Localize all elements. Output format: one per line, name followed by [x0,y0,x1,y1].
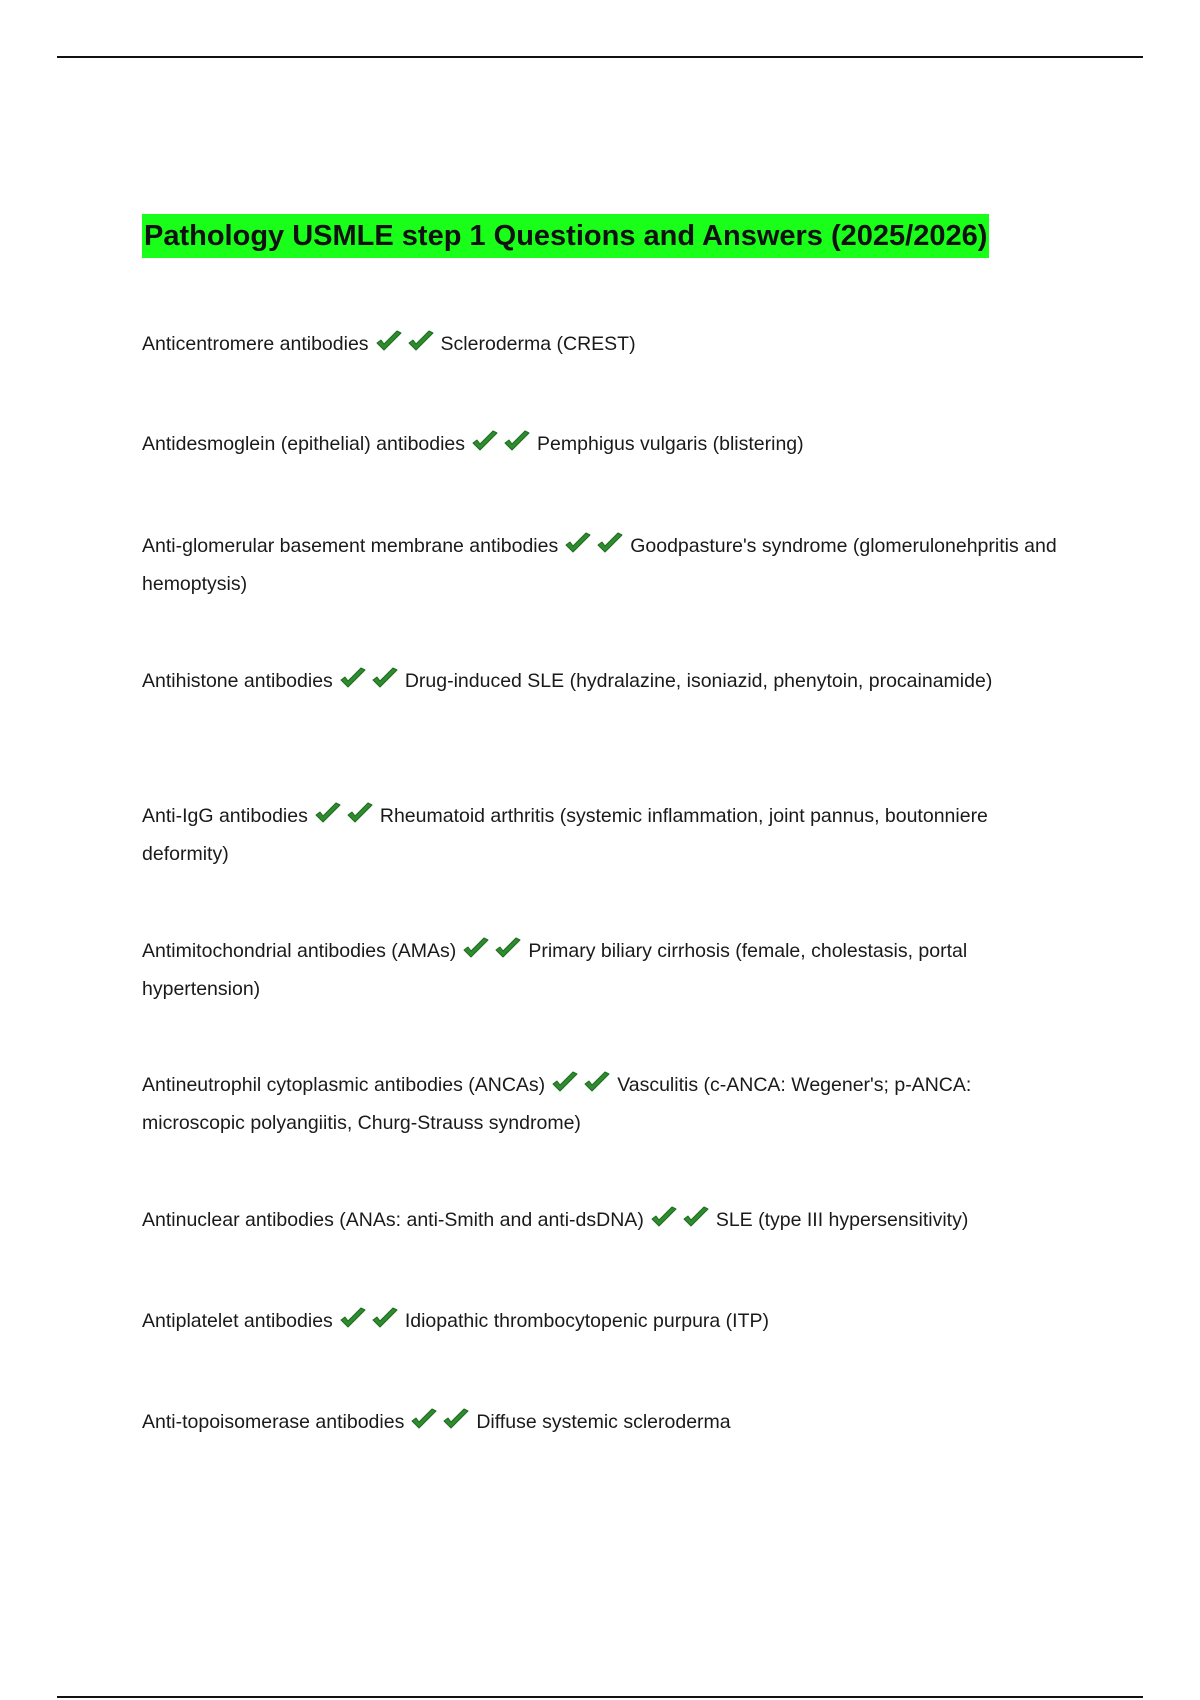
qa-answer: Diffuse systemic scleroderma [476,1411,731,1433]
green-checkmark-icon [314,802,342,826]
qa-answer: Pemphigus vulgaris (blistering) [537,433,804,455]
qa-answer: Goodpasture's syndrome (glomerulonehpritis and hemoptysis) [142,535,1057,595]
qa-item [142,664,1072,702]
green-checkmark-icon [339,667,367,691]
qa-item [142,1304,1072,1342]
qa-item [142,529,1072,601]
green-checkmark-icon [551,1071,579,1095]
green-checkmark-icon [471,430,499,454]
green-checkmark-icon [503,430,531,454]
qa-answer: Primary biliary cirrhosis (female, cholestasis, portal hypertension) [142,940,968,1000]
qa-question: Antidesmoglein (epithelial) antibodies [142,433,466,455]
qa-answer: Vasculitis (c-ANCA: Wegener's; p-ANCA: microscopic polyangiitis, Churg-Strauss syndrome) [142,1074,972,1134]
green-checkmark-icon [583,1071,611,1095]
green-checkmark-icon [371,667,399,691]
answer-checkmarks [564,532,628,567]
qa-question: Anti-IgG antibodies [142,805,308,827]
qa-answer: Idiopathic thrombocytopenic purpura (ITP) [404,1310,769,1332]
green-checkmark-icon [410,1408,438,1432]
green-checkmark-icon [650,1206,678,1230]
answer-checkmarks [471,430,535,465]
qa-answer: Drug-induced SLE (hydralazine, isoniazid, phenytoin, procainamide) [404,670,993,692]
green-checkmark-icon [564,532,592,556]
footer-rule [57,1696,1143,1698]
green-checkmark-icon [346,802,374,826]
answer-checkmarks [339,1307,403,1342]
answer-checkmarks [375,330,439,365]
qa-item [142,427,1072,465]
green-checkmark-icon [494,937,522,961]
qa-item [142,799,1072,871]
qa-question: Anticentromere antibodies [142,333,369,355]
qa-question: Antinuclear antibodies (ANAs: anti-Smith and anti-dsDNA) [142,1209,644,1231]
green-checkmark-icon [682,1206,710,1230]
qa-question: Antineutrophil cytoplasmic antibodies (ANCAs) [142,1074,546,1096]
answer-checkmarks [339,667,403,702]
green-checkmark-icon [371,1307,399,1331]
qa-answer: SLE (type III hypersensitivity) [715,1209,969,1231]
answer-checkmarks [551,1071,615,1106]
answer-checkmarks [462,937,526,972]
qa-item [142,1203,1072,1241]
qa-question: Antimitochondrial antibodies (AMAs) [142,940,457,962]
header-rule [57,56,1143,58]
green-checkmark-icon [462,937,490,961]
answer-checkmarks [650,1206,714,1241]
qa-question: Antihistone antibodies [142,670,333,692]
green-checkmark-icon [375,330,403,354]
qa-item [142,934,1072,1006]
qa-answer: Scleroderma (CREST) [440,333,636,355]
answer-checkmarks [314,802,378,837]
answer-checkmarks [410,1408,474,1443]
green-checkmark-icon [596,532,624,556]
qa-item [142,1405,1072,1443]
qa-answer: Rheumatoid arthritis (systemic inflammation, joint pannus, boutonniere deformity) [142,805,988,865]
document-title: Pathology USMLE step 1 Questions and Answers (2025/2026) [142,214,989,258]
qa-question: Antiplatelet antibodies [142,1310,333,1332]
green-checkmark-icon [339,1307,367,1331]
title-block [142,214,989,258]
qa-question: Anti-topoisomerase antibodies [142,1411,405,1433]
green-checkmark-icon [407,330,435,354]
qa-item [142,327,1072,365]
qa-item [142,1068,1072,1140]
green-checkmark-icon [442,1408,470,1432]
qa-question: Anti-glomerular basement membrane antibodies [142,535,559,557]
